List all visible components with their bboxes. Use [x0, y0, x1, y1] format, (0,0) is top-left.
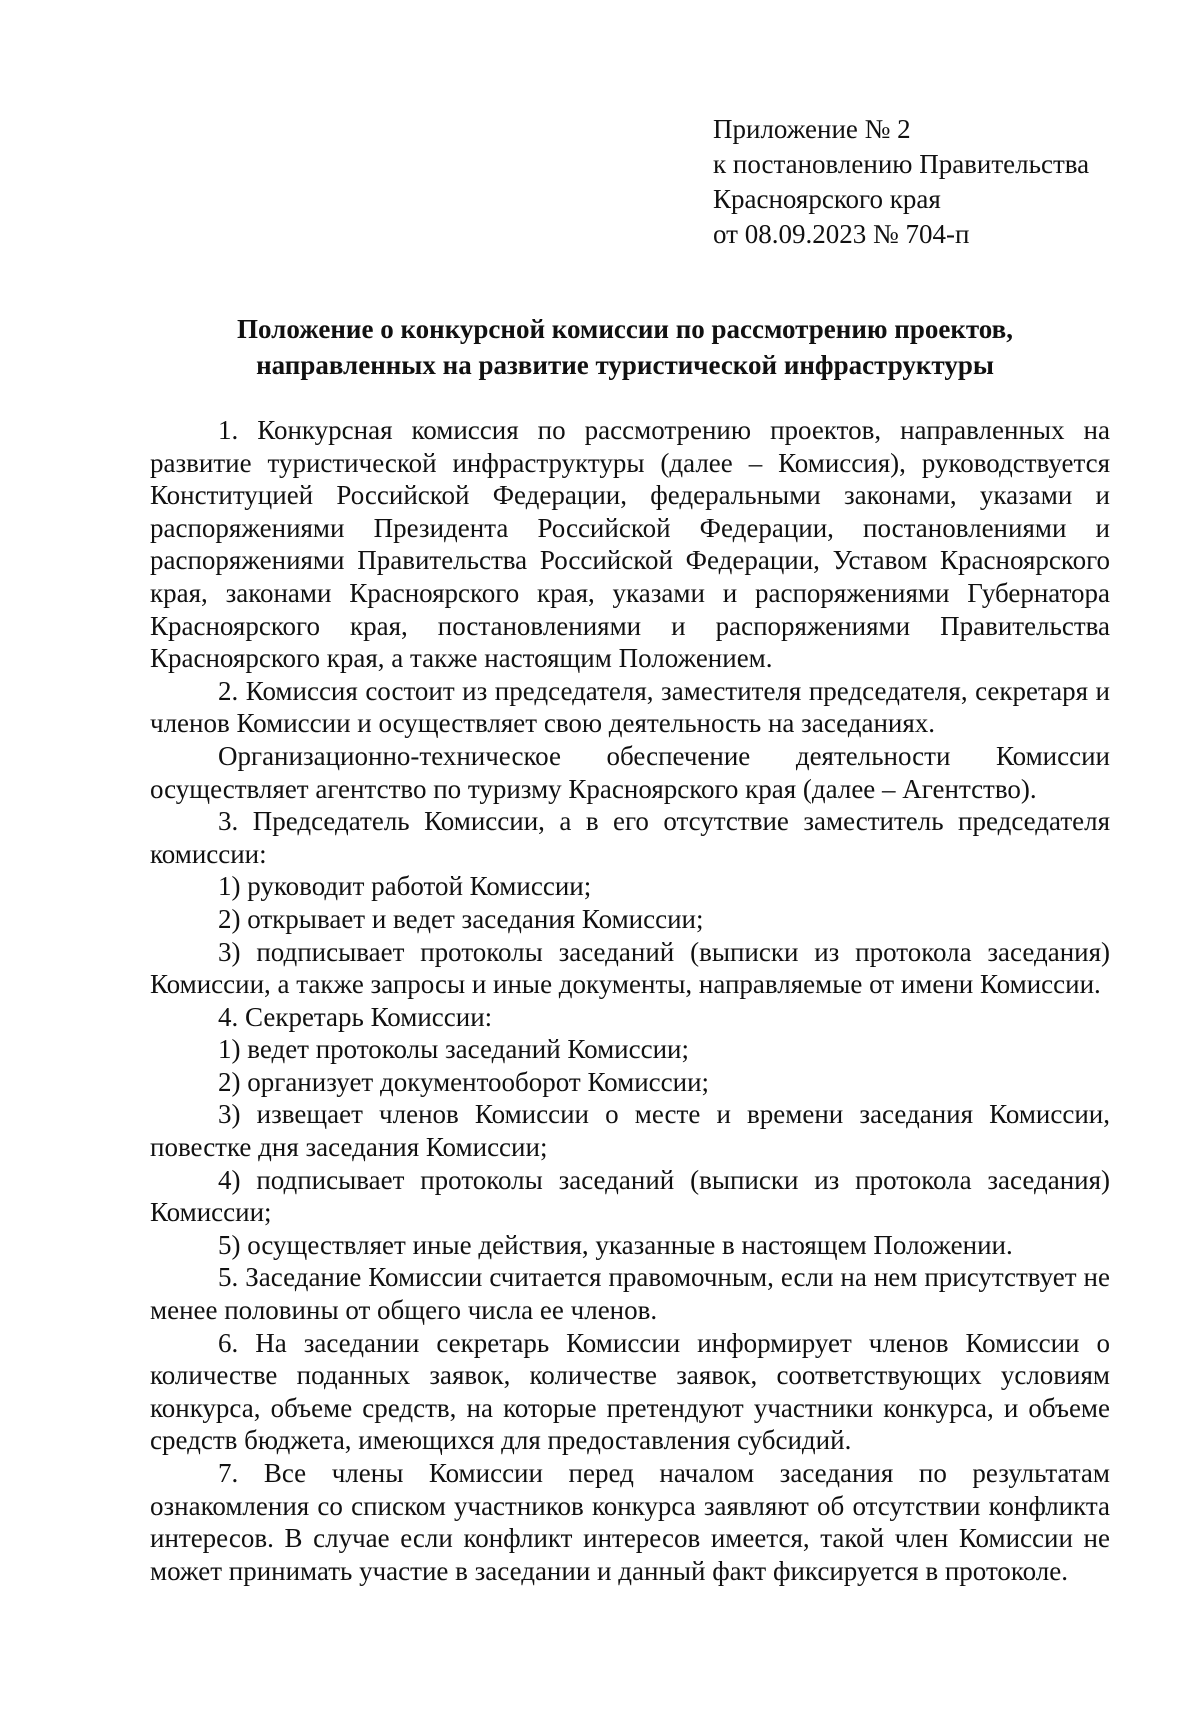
appendix-date-number: от 08.09.2023 № 704-п — [713, 219, 970, 249]
list-item: 3) подписывает протоколы заседаний (выписки из протокола заседания) Комиссии, а также запросы и иные документы, направляемые от имени Комиссии. — [150, 936, 1110, 1000]
paragraph: Организационно-техническое обеспечение деятельности Комиссии осуществляет агентство по туризму Красноярского края (далее – Агентство). — [150, 740, 1110, 804]
appendix-line: Приложение № 2 — [713, 114, 911, 144]
paragraph: 4. Секретарь Комиссии: — [218, 1001, 493, 1032]
list-item: 5) осуществляет иные действия, указанные в настоящем Положении. — [218, 1229, 1013, 1260]
document-title — [150, 311, 1100, 383]
title-line: направленных на развитие туристической инфраструктуры — [256, 350, 994, 380]
list-item: 1) руководит работой Комиссии; — [218, 871, 592, 902]
document-body — [150, 414, 1110, 1587]
title-line: Положение о конкурсной комиссии по рассмотрению проектов, — [237, 314, 1013, 344]
list-item: 2) открывает и ведет заседания Комиссии; — [218, 903, 704, 934]
paragraph: 3. Председатель Комиссии, а в его отсутствие заместитель председателя комиссии: — [150, 806, 1110, 869]
appendix-reference — [713, 112, 1089, 252]
appendix-line: к постановлению Правительства — [713, 149, 1090, 179]
list-item: 1) ведет протоколы заседаний Комиссии; — [218, 1034, 689, 1065]
appendix-line: Красноярского края — [713, 184, 941, 214]
paragraph: 5. Заседание Комиссии считается правомочным, если на нем присутствует не менее половины от общего числа ее членов. — [150, 1262, 1110, 1326]
list-item: 2) организует документооборот Комиссии; — [218, 1066, 710, 1097]
list-item: 4) подписывает протоколы заседаний (выписки из протокола заседания) Комиссии; — [150, 1164, 1110, 1228]
list-item: 3) извещает членов Комиссии о месте и времени заседания Комиссии, повестке дня заседания Комиссии; — [150, 1099, 1110, 1163]
paragraph: 1. Конкурсная комиссия по рассмотрению проектов, направленных на развитие туристической инфраструктуры (далее – Комиссия), руководствуется Конституцией Российской Федерации, федеральными законами, указами и распоряжениями Президента Российской Федерации, постановлениями и распоряжениями Правительства Российской Федерации, Уставом Красноярского края, законами Красноярского края, указами и распоряжениями Губернатора Красноярского края, постановлениями и распоряжениями Правительства Красноярского края, а также настоящим Положением. — [150, 415, 1110, 674]
paragraph: 6. На заседании секретарь Комиссии информирует членов Комиссии о количестве поданных заявок, количестве заявок, соответствующих условиям конкурса, объеме средств, на которые претендуют участники конкурса, и объеме средств бюджета, имеющихся для предоставления субсидий. — [150, 1327, 1110, 1456]
paragraph: 7. Все члены Комиссии перед началом заседания по результатам ознакомления со списком участников конкурса заявляют об отсутствии конфликта интересов. В случае если конфликт интересов имеется, такой член Комиссии не может принимать участие в заседании и данный факт фиксируется в протоколе. — [150, 1458, 1110, 1586]
paragraph: 2. Комиссия состоит из председателя, заместителя председателя, секретаря и членов Комиссии и осуществляет свою деятельность на заседаниях. — [150, 675, 1110, 739]
